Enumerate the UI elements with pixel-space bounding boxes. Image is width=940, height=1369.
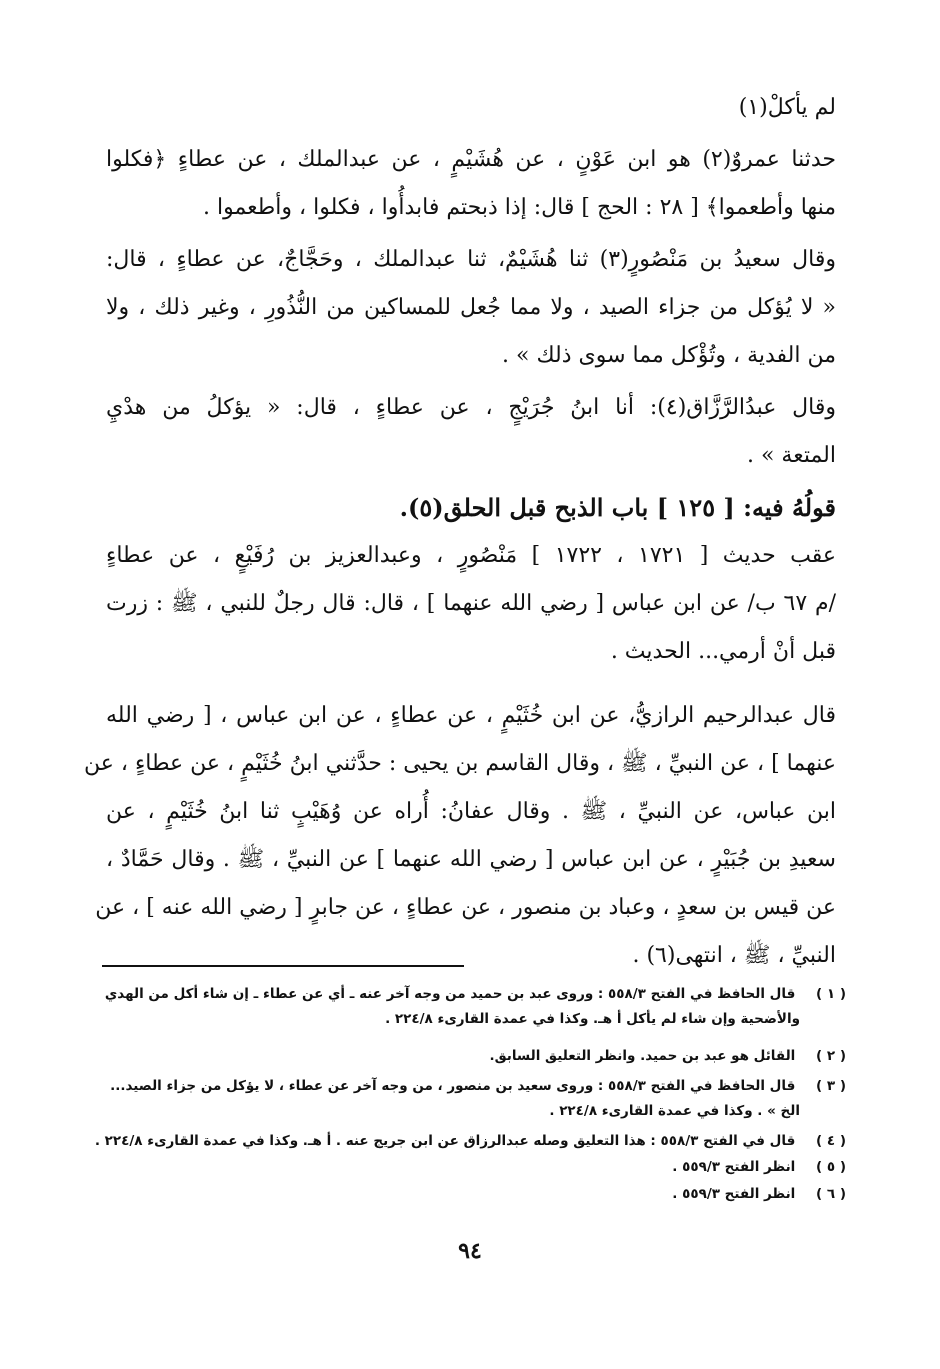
footnote-text: القائل هو عبد بن حميد. وانظر التعليق السابق. (489, 1048, 796, 1064)
footnote-number: ( ٢ ) (816, 1048, 846, 1064)
text-line: /م ٦٧ ب/ عن ابن عباس [ رضي الله عنهما ] ، قال: قال رجلٌ للنبي ، ﷺ : زرت (106, 591, 836, 616)
footnote-text: انظر الفتح ٥٥٩/٣ . (672, 1159, 796, 1175)
text-line: حدثنا عمروٌ(٢) هو ابن عَوْنٍ ، عن هُشَيْمٍ ، عن عبدالملك ، عن عطاءٍ ﴿فكلوا (106, 147, 837, 172)
footnote-text: قال الحافظ في الفتح ٥٥٨/٣ : وروى سعيد بن منصور ، من وجه آخر عن عطاء ، لا يؤكل من جزاء الصيد... (110, 1078, 796, 1094)
footnote-number: ( ٥ ) (816, 1159, 846, 1175)
text-line: سعيدِ بن جُبَيْرٍ ، عن ابن عباس [ رضي الله عنهما ] عن النبيِّ ، ﷺ . وقال حَمَّادٌ ، (106, 847, 836, 872)
footnote-number: ( ١ ) (816, 986, 846, 1002)
text-line: النبيِّ ، ﷺ ، انتهى(٦) . (632, 943, 836, 968)
footnote (98, 1075, 846, 1097)
footnote (98, 1156, 846, 1178)
footnote-number: ( ٣ ) (816, 1078, 846, 1094)
text-line: عنهما ] ، عن النبيِّ ، ﷺ ، وقال القاسم بن يحيى : حدَّثني ابنُ خُثَيْمٍ ، عن عطاءٍ ، عن (83, 751, 836, 776)
footnote (98, 983, 846, 1005)
text-line: من الفدية ، وتُؤْكل مما سوى ذلك » . (502, 343, 836, 368)
footnote-continuation: والأضحية وإن شاء لم يأكل أ هـ. وكذا في عمدة القارىء ٢٢٤/٨ . (385, 1011, 800, 1027)
text-line: وقال سعيدُ بن مَنْصُورٍ(٣) ثنا هُشَيْمٌ، ثنا عبدالملك ، وحَجَّاجٌ، عن عطاءٍ ، قال: (106, 247, 836, 272)
chapter-heading: قولُهُ فيه: [ ١٢٥ ] باب الذبح قبل الحلق(٥). (399, 493, 836, 522)
footnote-continuation: الخ » . وكذا في عمدة القارىء ٢٢٤/٨ . (549, 1103, 800, 1119)
footnote-number: ( ٦ ) (816, 1186, 846, 1202)
text-line: عن قيس بن سعدٍ ، وعباد بن منصور ، عن عطاءٍ ، عن جابرٍ [ رضي الله عنه ] ، عن (95, 895, 836, 920)
page-number: ٩٤ (458, 1238, 482, 1264)
footnote-divider (102, 965, 464, 967)
text-line: عقب حديث [ ١٧٢١ ، ١٧٢٢ ] مَنْصُورٍ ، وعبدالعزيز بن رُفَيْعٍ ، عن عطاءٍ (106, 543, 836, 568)
footnote-number: ( ٤ ) (816, 1133, 846, 1149)
text-line: « لا يُؤكل من جزاء الصيد ، ولا مما جُعل للمساكين من النُّذُورِ ، وغير ذلك ، ولا (106, 295, 836, 320)
footnote (98, 1183, 846, 1205)
text-line: قبل أنْ أرمي... الحديث . (610, 639, 836, 664)
footnote-text: قال الحافظ في الفتح ٥٥٨/٣ : وروى عبد بن حميد من وجه آخر عنه ـ أي عن عطاء ـ إن شاء أكل من الهدي (104, 986, 796, 1002)
text-line: ابن عباس، عن النبيِّ ، ﷺ . وقال عفانُ: أُراه عن وُهَيْبٍ ثنا ابنُ خُثَيْمٍ ، عن (106, 799, 836, 824)
text-line: لم يأكلْ(١) (738, 95, 836, 120)
text-line: منها وأطعموا﴾ [ ٢٨ : الحج ] قال: إذا ذبحتم فابدأُوا ، فكلوا ، وأطعموا . (202, 195, 836, 220)
text-line: المتعة » . (746, 443, 836, 468)
text-line: قال عبدالرحيم الرازيُّ، عن ابن خُثَيْمٍ ، عن عطاءٍ ، عن ابن عباس ، [ رضي الله (106, 703, 836, 728)
footnote-text: قال في الفتح ٥٥٨/٣ : هذا التعليق وصله عبدالرزاق عن ابن جريج عنه . أ هـ. وكذا في عمدة القارىء ٢٢٤/٨ . (94, 1133, 796, 1149)
footnote (98, 1045, 846, 1067)
footnote (94, 1130, 846, 1152)
footnote-text: انظر الفتح ٥٥٩/٣ . (672, 1186, 796, 1202)
text-line: وقال عبدُالرَّزَّاق(٤): أنا ابنُ جُرَيْجٍ ، عن عطاءٍ ، قال: « يؤكلُ من هدْيِ (106, 395, 837, 420)
